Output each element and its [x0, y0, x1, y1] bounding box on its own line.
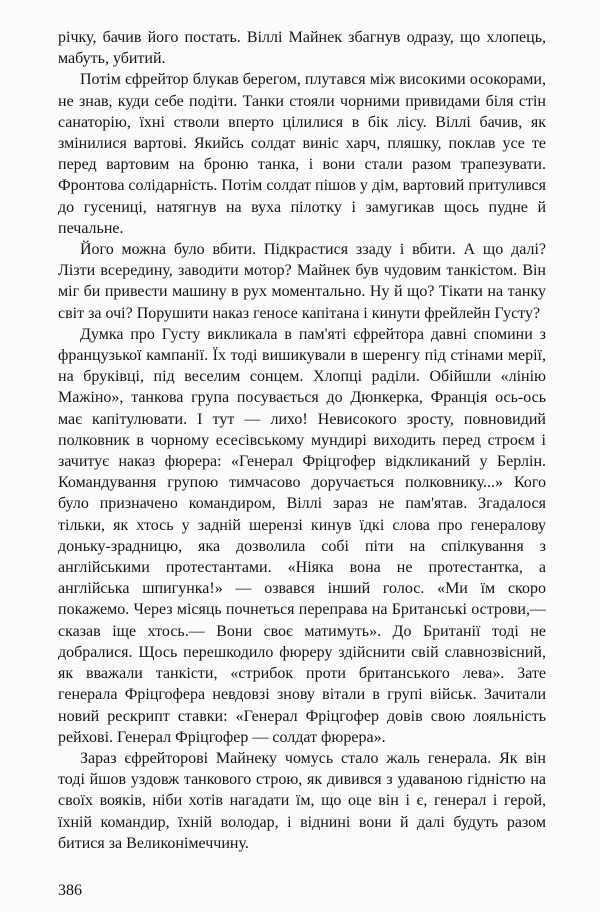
paragraph: Потім єфрейтор блукав берегом, плутався між високими осокорами, не знав, куди себе подіти. Танки стояли чорними привидами біля стін санаторію, їхні стволи вперто цілилися в бік лісу. Віллі бачив, як змінилися вартові. Якийсь солдат виніс харч, пляшку, поклав усе те перед вартовим на броню танка, і вони стали разом трапезувати. Фронтова солідарність. Потім солдат пішов у дім, вартовий притулився до гусениці, натягнув на вуха пілотку і замугикав щось пудне й печальне.: [58, 71, 546, 237]
body-text: [58, 27, 546, 854]
paragraph: Його можна було вбити. Підкрастися ззаду і вбити. А що далі? Лізти всередину, заводити мотор? Майнек був чудовим танкістом. Він міг би привести машину в рух моментально. Ну й що? Тікати на танку світ за очі? Порушити наказ геносе капітана і кинути фрейлейн Густу?: [58, 241, 546, 322]
paragraph: Зараз єфрейторові Майнеку чомусь стало жаль генерала. Як він тоді йшов уздовж танкового строю, як дивився з удаваною гідністю на своїх вояків, ніби хотів нагадати їм, що оце він і є, генерал і герой, їхній командир, їхній володар, і віднині вони й далі будуть разом битися за Великонімеччину.: [58, 749, 546, 852]
paragraph: річку, бачив його постать. Віллі Майнек збагнув одразу, що хлопець, мабуть, убитий.: [58, 29, 546, 68]
paragraph: Думка про Густу викликала в пам'яті єфрейтора давні спомини з французької кампанії. Їх тоді вишикували в шеренгу під стінами мерії, на бруківці, під веселим сонцем. Хлопці раділи. Обійшли «лінію Мажіно», танкова група посувається до Дюнкерка, Франція ось-ось має капітулювати. І тут — лихо! Невисокого зросту, повновидий полковник в чорному есесівському мундирі виходить перед строєм і зачитує наказ фюрера: «Генерал Фріцгофер відкликаний у Берлін. Командування групою тимчасово доручається полковнику...» Кого було призначено командиром, Віллі зараз не пам'ятав. Згадалося тільки, як хтось у задній шерензі кинув їдкі слова про генералову доньку-зрадницю, яка дозволила собі піти на спілкування з англійськими протестантами. «Ніяка вона не протестантка, а англійська шпигунка!» — озвався інший голос. «Ми їм скоро покажемо. Через місяць почнеться переправа на Британські острови,— сказав іще хтось.— Вони своє матимуть». До Британії тоді не добралися. Щось перешкодило фюреру здійснити свій славнозвісний, як вважали танкісти, «стрибок проти британського лева». Зате генерала Фріцгофера невдовзі знову вітали в групі військ. Зачитали новий рескрипт ставки: «Генерал Фріцгофер довів свою лояльність рейхові. Генерал Фріцгофер — солдат фюрера».: [58, 325, 546, 746]
page-number: 386: [58, 882, 82, 899]
